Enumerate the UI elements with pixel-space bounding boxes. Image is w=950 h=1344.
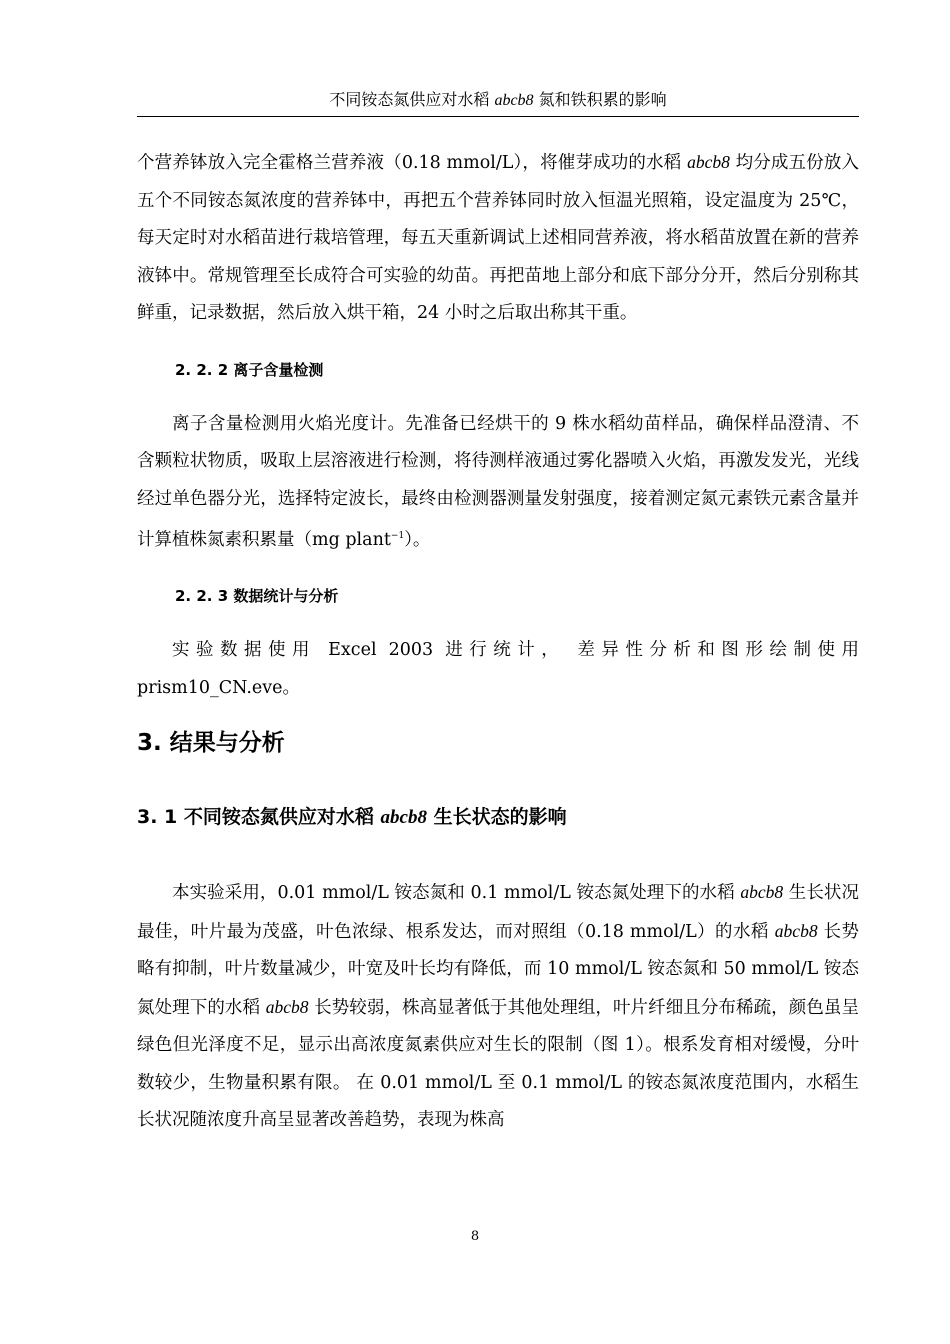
heading-3-1-pre: 3. 1 不同铵态氮供应对水稻 [137,806,381,829]
para2-superscript: −1 [390,531,405,541]
header-gene: abcb8 [494,92,534,109]
paragraph-ion-detection [137,406,859,560]
para4-text-b: 生长状况最佳，叶片最为茂盛，叶色浓绿、根系发达，而对照组（0.18 mmol/L）的水稻 [137,883,859,942]
paragraph-growth-results [137,874,859,1140]
para1-gene: abcb8 [687,152,730,172]
page-header [137,88,859,113]
heading-2-2-3: 2. 2. 3 数据统计与分析 [175,587,339,606]
heading-2-2-2: 2. 2. 2 离子含量检测 [175,360,324,379]
para4-gene-1: abcb8 [740,882,784,903]
para2-text-a: 离子含量检测用火焰光度计。先准备已经烘干的 9 株水稻幼苗样品，确保样品澄清、不含颗粒状物质，吸取上层溶液进行检测，将待测样液通过雾化器喷入火焰，再激发发光，光线经过单色器分光，选择特定波长，最终由检测器测量发射强度，接着测定氮元素铁元素含量并计算植株氮素积累量（mg plant [137,413,859,550]
heading-3-1-post: 生长状态的影响 [426,806,567,829]
header-title-post: 氮和铁积累的影响 [533,90,667,109]
para4-text-d: 长势较弱，株高显著低于其他处理组，叶片纤细且分布稀疏，颜色虽呈绿色但光泽度不足，显示出高浓度氮素供应对生长的限制（图 1）。根系发育相对缓慢，分叶数较少，生物量积累有限。 在 0.01 mmol/L 至 0.1 mmol/L 的铵态氮浓度范围内，水稻生长状况随浓度升高呈显著改善趋势，表现为株高 [137,997,860,1131]
heading-3-1 [137,803,859,832]
paragraph-statistics-line1: 实验数据使用 Excel 2003 进行统计， 差异性分析和图形绘制使用 [172,640,859,661]
page-number: 8 [470,1229,480,1244]
heading-3-results: 3. 结果与分析 [137,730,285,757]
para1-text-b: 均分成五份放入五个不同铵态氮浓度的营养钵中，再把五个营养钵同时放入恒温光照箱，设定温度为 25℃，每天定时对水稻苗进行栽培管理，每五天重新调试上述相同营养液，将水稻苗放置在新的营养液钵中。常规管理至长成符合可实验的幼苗。再把苗地上部分和底下部分分开，然后分别称其鲜重，记录数据，然后放入烘干箱，24 小时之后取出称其干重。 [137,153,859,323]
heading-3-1-gene: abcb8 [380,807,427,829]
para4-gene-2: abcb8 [774,920,818,941]
para2-text-b: ）。 [404,529,431,550]
header-rule [137,116,859,117]
paragraph-culture-method [137,144,859,333]
para1-text-a: 个营养钵放入完全霍格兰营养液（0.18 mmol/L），将催芽成功的水稻 [137,153,688,173]
para4-text-c: 长势略有抑制，叶片数量减少，叶宽及叶长均有降低，而 10 mmol/L 铵态氮和 50 mmol/L 铵态氮处理下的水稻 [137,921,859,1018]
para4-text-a: 本实验采用，0.01 mmol/L 铵态氮和 0.1 mmol/L 铵态氮处理下的水稻 [172,883,741,904]
header-title-pre: 不同铵态氮供应对水稻 [329,90,495,109]
para4-gene-3: abcb8 [265,996,309,1017]
page-body [137,144,859,1140]
paragraph-statistics-line2: prism10_CN.eve。 [137,677,301,698]
